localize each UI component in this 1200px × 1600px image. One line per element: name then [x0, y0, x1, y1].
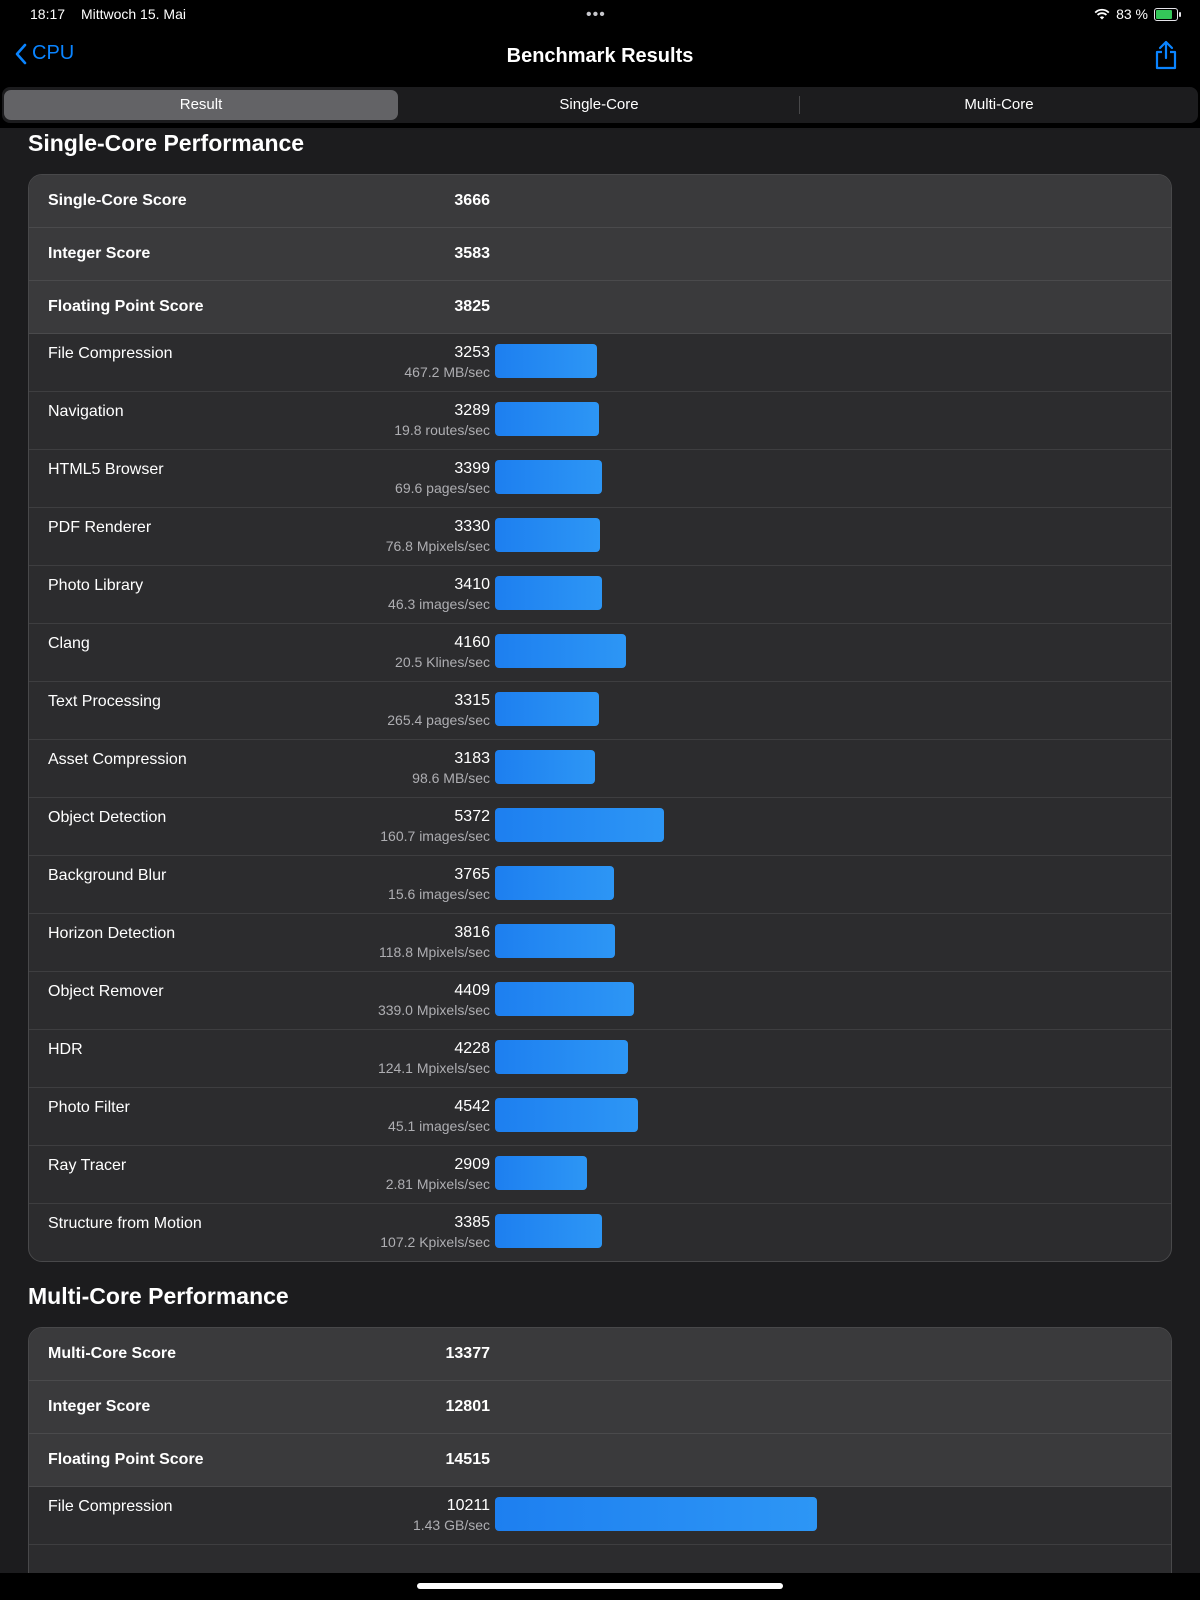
benchmark-bar: [495, 1156, 587, 1190]
benchmark-throughput: 45.1 images/sec: [388, 1118, 490, 1134]
benchmark-row[interactable]: [29, 740, 1171, 798]
benchmark-bar: [495, 1098, 638, 1132]
summary-row: [29, 1328, 1171, 1381]
share-icon: [1154, 40, 1178, 70]
multi-core-card: [28, 1327, 1172, 1573]
summary-row: [29, 281, 1171, 334]
benchmark-throughput: 160.7 images/sec: [380, 828, 490, 844]
benchmark-throughput: 20.5 Klines/sec: [395, 654, 490, 670]
benchmark-bar: [495, 518, 600, 552]
benchmark-score: 3385: [454, 1214, 490, 1231]
summary-value: 12801: [445, 1398, 490, 1415]
status-left: [30, 6, 198, 22]
status-bar: [0, 0, 1200, 28]
single-core-card: [28, 174, 1172, 1262]
benchmark-throughput: 69.6 pages/sec: [395, 480, 490, 496]
benchmark-row[interactable]: [29, 334, 1171, 392]
benchmark-bar: [495, 1040, 628, 1074]
benchmark-throughput: 15.6 images/sec: [388, 886, 490, 902]
tab-result[interactable]: Result: [4, 90, 398, 120]
benchmark-label: Background Blur: [48, 867, 167, 884]
benchmark-score: 4160: [454, 634, 490, 651]
benchmark-score: 3410: [454, 576, 490, 593]
benchmark-throughput: 2.81 Mpixels/sec: [385, 1176, 490, 1192]
benchmark-score: 4542: [454, 1098, 490, 1115]
benchmark-label: Ray Tracer: [48, 1157, 127, 1174]
benchmark-bar: [495, 1497, 817, 1531]
benchmark-throughput: 339.0 Mpixels/sec: [377, 1002, 490, 1018]
benchmark-label: Text Processing: [48, 693, 161, 710]
summary-label: Multi-Core Score: [48, 1345, 177, 1362]
benchmark-throughput: 265.4 pages/sec: [387, 712, 490, 728]
benchmark-throughput: 46.3 images/sec: [388, 596, 490, 612]
status-time: 18:17: [30, 6, 66, 22]
benchmark-label: Horizon Detection: [48, 925, 176, 942]
benchmark-label: File Compression: [48, 345, 173, 362]
benchmark-label: Object Remover: [48, 983, 164, 1000]
benchmark-bar: [495, 750, 595, 784]
benchmark-throughput: 118.8 Mpixels/sec: [378, 944, 490, 960]
share-button[interactable]: [1154, 40, 1178, 75]
benchmark-row[interactable]: [29, 566, 1171, 624]
benchmark-row[interactable]: [29, 1088, 1171, 1146]
benchmark-bar: [495, 1214, 602, 1248]
benchmark-row[interactable]: [29, 682, 1171, 740]
benchmark-throughput: 467.2 MB/sec: [404, 364, 490, 380]
benchmark-label: PDF Renderer: [48, 519, 152, 536]
benchmark-row[interactable]: [29, 972, 1171, 1030]
page-title: Benchmark Results: [506, 45, 694, 67]
benchmark-bar: [495, 692, 599, 726]
benchmark-score: 4409: [454, 982, 490, 999]
tab-multi-core[interactable]: Multi-Core: [964, 96, 1034, 113]
benchmark-throughput: 124.1 Mpixels/sec: [377, 1060, 490, 1076]
status-date: Mittwoch 15. Mai: [80, 6, 186, 22]
benchmark-bar: [495, 924, 615, 958]
battery-percent: 83 %: [1116, 6, 1148, 22]
benchmark-row[interactable]: [29, 1030, 1171, 1088]
benchmark-score: 3765: [454, 866, 490, 883]
multitasking-dots-icon[interactable]: •••: [586, 6, 606, 23]
summary-value: 3666: [454, 192, 490, 209]
benchmark-label: File Compression: [48, 1498, 173, 1515]
summary-value: 3583: [454, 245, 490, 262]
wifi-icon: [1094, 8, 1110, 20]
benchmark-score: 10211: [446, 1497, 490, 1514]
segment-divider: [799, 96, 800, 114]
benchmark-score: 4228: [454, 1040, 490, 1057]
benchmark-row[interactable]: [29, 1204, 1171, 1261]
navigation-bar: [0, 28, 1200, 86]
benchmark-row[interactable]: [29, 392, 1171, 450]
benchmark-bar: [495, 866, 614, 900]
benchmark-label: Photo Filter: [48, 1099, 130, 1116]
benchmark-row[interactable]: [29, 508, 1171, 566]
benchmark-score: 3289: [454, 402, 490, 419]
summary-value: 14515: [445, 1451, 490, 1468]
summary-label: Floating Point Score: [48, 1451, 204, 1468]
benchmark-throughput: 107.2 Kpixels/sec: [380, 1234, 490, 1250]
benchmark-label: HTML5 Browser: [48, 461, 164, 478]
benchmark-bar: [495, 808, 664, 842]
benchmark-row[interactable]: [29, 624, 1171, 682]
summary-row: [29, 175, 1171, 228]
summary-label: Integer Score: [48, 245, 151, 262]
benchmark-throughput: 76.8 Mpixels/sec: [385, 538, 490, 554]
benchmark-label: Asset Compression: [48, 751, 187, 768]
results-scroll-area[interactable]: [0, 128, 1200, 1573]
benchmark-throughput: 19.8 routes/sec: [394, 422, 490, 438]
benchmark-row[interactable]: [29, 1487, 1171, 1545]
benchmark-score: 5372: [454, 808, 490, 825]
benchmark-label: Structure from Motion: [48, 1215, 202, 1232]
benchmark-throughput: 98.6 MB/sec: [412, 770, 490, 786]
benchmark-row[interactable]: [29, 450, 1171, 508]
summary-value: 3825: [454, 298, 490, 315]
multi-core-title: Multi-Core Performance: [28, 1283, 289, 1309]
tab-single-core[interactable]: Single-Core: [559, 96, 639, 113]
benchmark-label: Clang: [48, 635, 90, 652]
benchmark-score: 3330: [454, 518, 490, 535]
benchmark-label: Photo Library: [48, 577, 144, 594]
segmented-control: [0, 86, 1200, 128]
benchmark-score: 2909: [454, 1156, 490, 1173]
benchmark-score: 3315: [454, 692, 490, 709]
segmented-track: [2, 87, 1198, 123]
benchmark-bar: [495, 982, 634, 1016]
benchmark-bar: [495, 576, 602, 610]
benchmark-bar: [495, 634, 626, 668]
benchmark-throughput: 1.43 GB/sec: [412, 1517, 490, 1533]
benchmark-bar: [495, 460, 602, 494]
home-indicator[interactable]: [417, 1583, 783, 1589]
summary-label: Integer Score: [48, 1398, 151, 1415]
summary-label: Floating Point Score: [48, 298, 204, 315]
benchmark-row[interactable]: [29, 798, 1171, 856]
summary-value: 13377: [445, 1345, 490, 1362]
summary-row: [29, 228, 1171, 281]
benchmark-label: HDR: [48, 1041, 83, 1058]
summary-label: Single-Core Score: [48, 192, 187, 209]
benchmark-bar: [495, 402, 599, 436]
status-right: [1094, 6, 1178, 22]
benchmark-score: 3399: [454, 460, 490, 477]
benchmark-score: 3816: [454, 924, 490, 941]
benchmark-score: 3253: [454, 344, 490, 361]
benchmark-row[interactable]: [29, 856, 1171, 914]
battery-icon: [1154, 8, 1178, 21]
summary-row: [29, 1381, 1171, 1434]
benchmark-bar: [495, 344, 597, 378]
benchmark-row[interactable]: [29, 914, 1171, 972]
benchmark-row[interactable]: [29, 1545, 1171, 1573]
benchmark-row[interactable]: [29, 1146, 1171, 1204]
benchmark-label: Object Detection: [48, 809, 167, 826]
summary-row: [29, 1434, 1171, 1487]
benchmark-label: Navigation: [48, 403, 124, 420]
benchmark-score: 3183: [454, 750, 490, 767]
back-label: CPU: [32, 42, 75, 64]
single-core-title: Single-Core Performance: [28, 130, 305, 156]
